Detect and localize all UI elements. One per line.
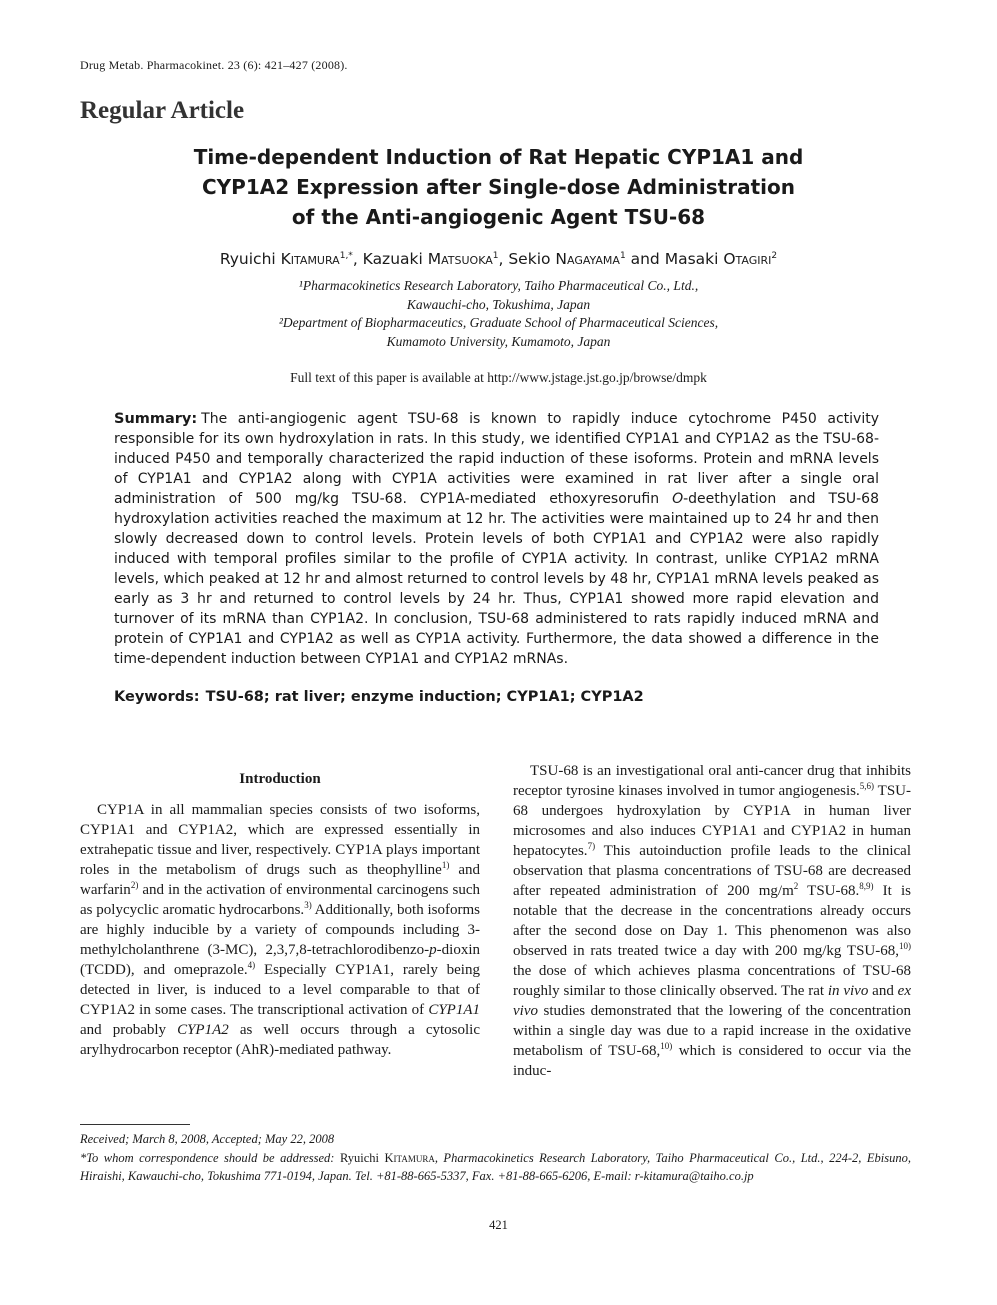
- body-text: and: [868, 983, 898, 999]
- author-first-name: Masaki: [664, 250, 724, 268]
- author-last-name: Nagayama: [555, 250, 620, 268]
- author-last-name: Otagiri: [723, 250, 772, 268]
- citation-ref: 1): [441, 860, 450, 870]
- author-last-name: Matsuoka: [427, 250, 493, 268]
- body-text: and in the activation of environmental carcinogens such as polycyclic aromatic hydrocarbons.: [80, 882, 480, 918]
- body-text: the dose of which achieves plasma concentrations of TSU-68 roughly similar to those clinically observed. The rat: [513, 963, 911, 999]
- author-first-name: Ryuichi: [219, 250, 281, 268]
- body-text: and warfarin: [80, 862, 480, 898]
- citation-ref: 5,6): [859, 781, 874, 791]
- author-separator: ,: [498, 250, 509, 268]
- body-text: Additionally, both isoforms are highly inducible by a variety of compounds including 3-methylcholanthrene (3-MC), 2,3,7,8-tetrachlorodibenzo-: [80, 902, 480, 958]
- body-italic: ex vivo: [513, 983, 911, 1019]
- gene-name: CYP1A1: [428, 1002, 480, 1018]
- citation-ref: 8,9): [859, 881, 874, 891]
- article-title: [120, 142, 877, 232]
- summary-italic: O: [672, 491, 684, 507]
- affiliation-mark: 1: [492, 250, 499, 261]
- affiliation-mark: 1: [619, 250, 626, 261]
- body-text: It is notable that the decrease in the concentrations already occurs after the second dose on Day 1. This phenomenon was also observed in rats treated twice a day with 200 mg/kg TSU-68,: [513, 883, 912, 959]
- body-paragraph: [80, 800, 480, 1060]
- author-list: [100, 250, 897, 268]
- affiliation-line: Kawauchi-cho, Tokushima, Japan: [406, 296, 591, 312]
- body-text: Especially CYP1A1, rarely being detected in liver, is induced to a level comparable to that of CYP1A2 in some cases. The transcriptional activation of: [80, 962, 480, 1018]
- keywords-label: Keywords:: [114, 689, 200, 705]
- keywords: [114, 689, 644, 705]
- citation-ref: 10): [660, 1041, 673, 1051]
- footnote-text: , Pharmacokinetics Research Laboratory, Taiho Pharmaceutical Co., Ltd., 224-2, Ebisuno, Hiraishi, Kawauchi-cho, Tokushima 771-0194, Japan. Tel. +81-88-665-5337, Fax. +81-88-665-6206, E-mail: r-kitamura@taiho.co.jp: [80, 1150, 911, 1183]
- affiliation-line: Kumamoto University, Kumamoto, Japan: [386, 333, 611, 349]
- footnote-author-name: Ryuichi: [339, 1150, 385, 1165]
- author-first-name: Sekio: [508, 250, 556, 268]
- citation-ref: 2): [130, 880, 139, 890]
- correspondence-note: [80, 1149, 911, 1186]
- affiliation-mark: 1,*: [339, 250, 353, 261]
- title-line: CYP1A2 Expression after Single-dose Administration: [202, 175, 795, 199]
- body-column-right: [513, 761, 911, 1081]
- body-text: -dioxin (TCDD), and omeprazole.: [80, 942, 480, 978]
- gene-name: CYP1A2: [177, 1022, 229, 1038]
- author-first-name: Kazuaki: [362, 250, 428, 268]
- fulltext-note: Full text of this paper is available at http://www.jstage.jst.go.jp/browse/dmpk: [290, 370, 707, 385]
- affiliations: [100, 277, 897, 351]
- body-text: which is considered to occur via the induc-: [513, 1043, 912, 1079]
- body-paragraph: [513, 761, 911, 1081]
- unit-superscript: 2: [793, 881, 799, 891]
- author-separator: and: [625, 250, 665, 268]
- article-type: Regular Article: [80, 97, 245, 124]
- page-number: 421: [489, 1218, 508, 1232]
- citation-ref: 10): [899, 941, 911, 951]
- body-column-left: [80, 800, 480, 1060]
- citation-ref: 7): [587, 841, 596, 851]
- body-text: TSU-68 is an investigational oral anti-cancer drug that inhibits receptor tyrosine kinases involved in tumor angiogenesis.: [513, 763, 911, 799]
- author-separator: ,: [352, 250, 363, 268]
- footnote-divider: [80, 1124, 190, 1125]
- body-text: TSU-68 undergoes hydroxylation by CYP1A in human liver microsomes and also induces CYP1A1 and CYP1A2 in human hepatocytes.: [513, 783, 911, 859]
- body-text: This autoinduction profile leads to the clinical observation that plasma concentrations of TSU-68 are decreased after repeated administration of 200 mg/m: [513, 843, 911, 899]
- citation-ref: 4): [247, 960, 256, 970]
- summary-text: -deethylation and TSU-68 hydroxylation activities reached the maximum at 12 hr. The activities were maintained up to 24 hr and then slowly decreased down to control levels. Protein levels of both CYP1A1 and CYP1A2 were also rapidly induced with temporal profiles similar to the profile of CYP1A activity. In contrast, unlike CYP1A2 mRNA levels, which peaked at 12 hr and almost returned to control levels by 48 hr, CYP1A1 mRNA levels peaked as early as 3 hr and returned to control levels by 24 hr. Thus, CYP1A1 showed more rapid elevation and turnover of its mRNA than CYP1A2. In conclusion, TSU-68 administered to rats rapidly induced mRNA and protein of CYP1A1 and CYP1A2 as well as CYP1A activity. Furthermore, the data showed a difference in the time-dependent induction between CYP1A1 and CYP1A2 mRNAs.: [114, 491, 879, 667]
- body-text: and probably: [80, 1022, 178, 1038]
- citation-ref: 3): [304, 900, 312, 910]
- received-dates: Received; March 8, 2008, Accepted; May 22, 2008: [80, 1132, 335, 1146]
- body-text: as well occurs through a cytosolic arylhydrocarbon receptor (AhR)-mediated pathway.: [80, 1022, 480, 1058]
- body-italic: in vivo: [827, 983, 869, 999]
- footnotes: [80, 1130, 911, 1186]
- title-line: Time-dependent Induction of Rat Hepatic CYP1A1 and: [193, 145, 804, 169]
- section-heading-introduction: Introduction: [239, 771, 321, 787]
- summary-label: Summary:: [114, 411, 198, 427]
- affiliation-line: ²Department of Biopharmaceutics, Graduate School of Pharmaceutical Sciences,: [278, 315, 719, 330]
- journal-reference: Drug Metab. Pharmacokinet. 23 (6): 421–427 (2008).: [80, 58, 348, 72]
- affiliation-line: ¹Pharmacokinetics Research Laboratory, Taiho Pharmaceutical Co., Ltd.,: [298, 278, 699, 293]
- body-text: TSU-68.: [798, 883, 860, 899]
- body-text: studies demonstrated that the lowering of the concentration within a single day was due to a rapid increase in the oxidative metabolism of TSU-68,: [513, 1003, 911, 1059]
- footnote-text: *To whom correspondence should be addressed:: [80, 1150, 340, 1165]
- keywords-text: TSU-68; rat liver; enzyme induction; CYP1A1; CYP1A2: [205, 689, 644, 705]
- summary-text: The anti-angiogenic agent TSU-68 is known to rapidly induce cytochrome P450 activity responsible for its own hydroxylation in rats. In this study, we identified CYP1A1 and CYP1A2 as the TSU-68-induced P450 and temporally characterized the rapid induction of these isoforms. Protein and mRNA levels of CYP1A1 and CYP1A2 along with CYP1A activities were examined in rat liver after a single oral administration of 500 mg/kg TSU-68. CYP1A-mediated ethoxyresorufin: [114, 411, 879, 507]
- footnote-author-surname: Kitamura: [384, 1150, 435, 1165]
- summary-abstract: [114, 409, 879, 669]
- affiliation-mark: 2: [771, 250, 778, 261]
- body-italic: p: [429, 942, 437, 958]
- title-line: of the Anti-angiogenic Agent TSU-68: [291, 205, 706, 229]
- body-text: CYP1A in all mammalian species consists of two isoforms, CYP1A1 and CYP1A2, which are expressed essentially in extrahepatic tissue and liver, respectively. CYP1A plays important roles in the metabolism of drugs such as theophylline: [80, 802, 480, 878]
- author-last-name: Kitamura: [280, 250, 340, 268]
